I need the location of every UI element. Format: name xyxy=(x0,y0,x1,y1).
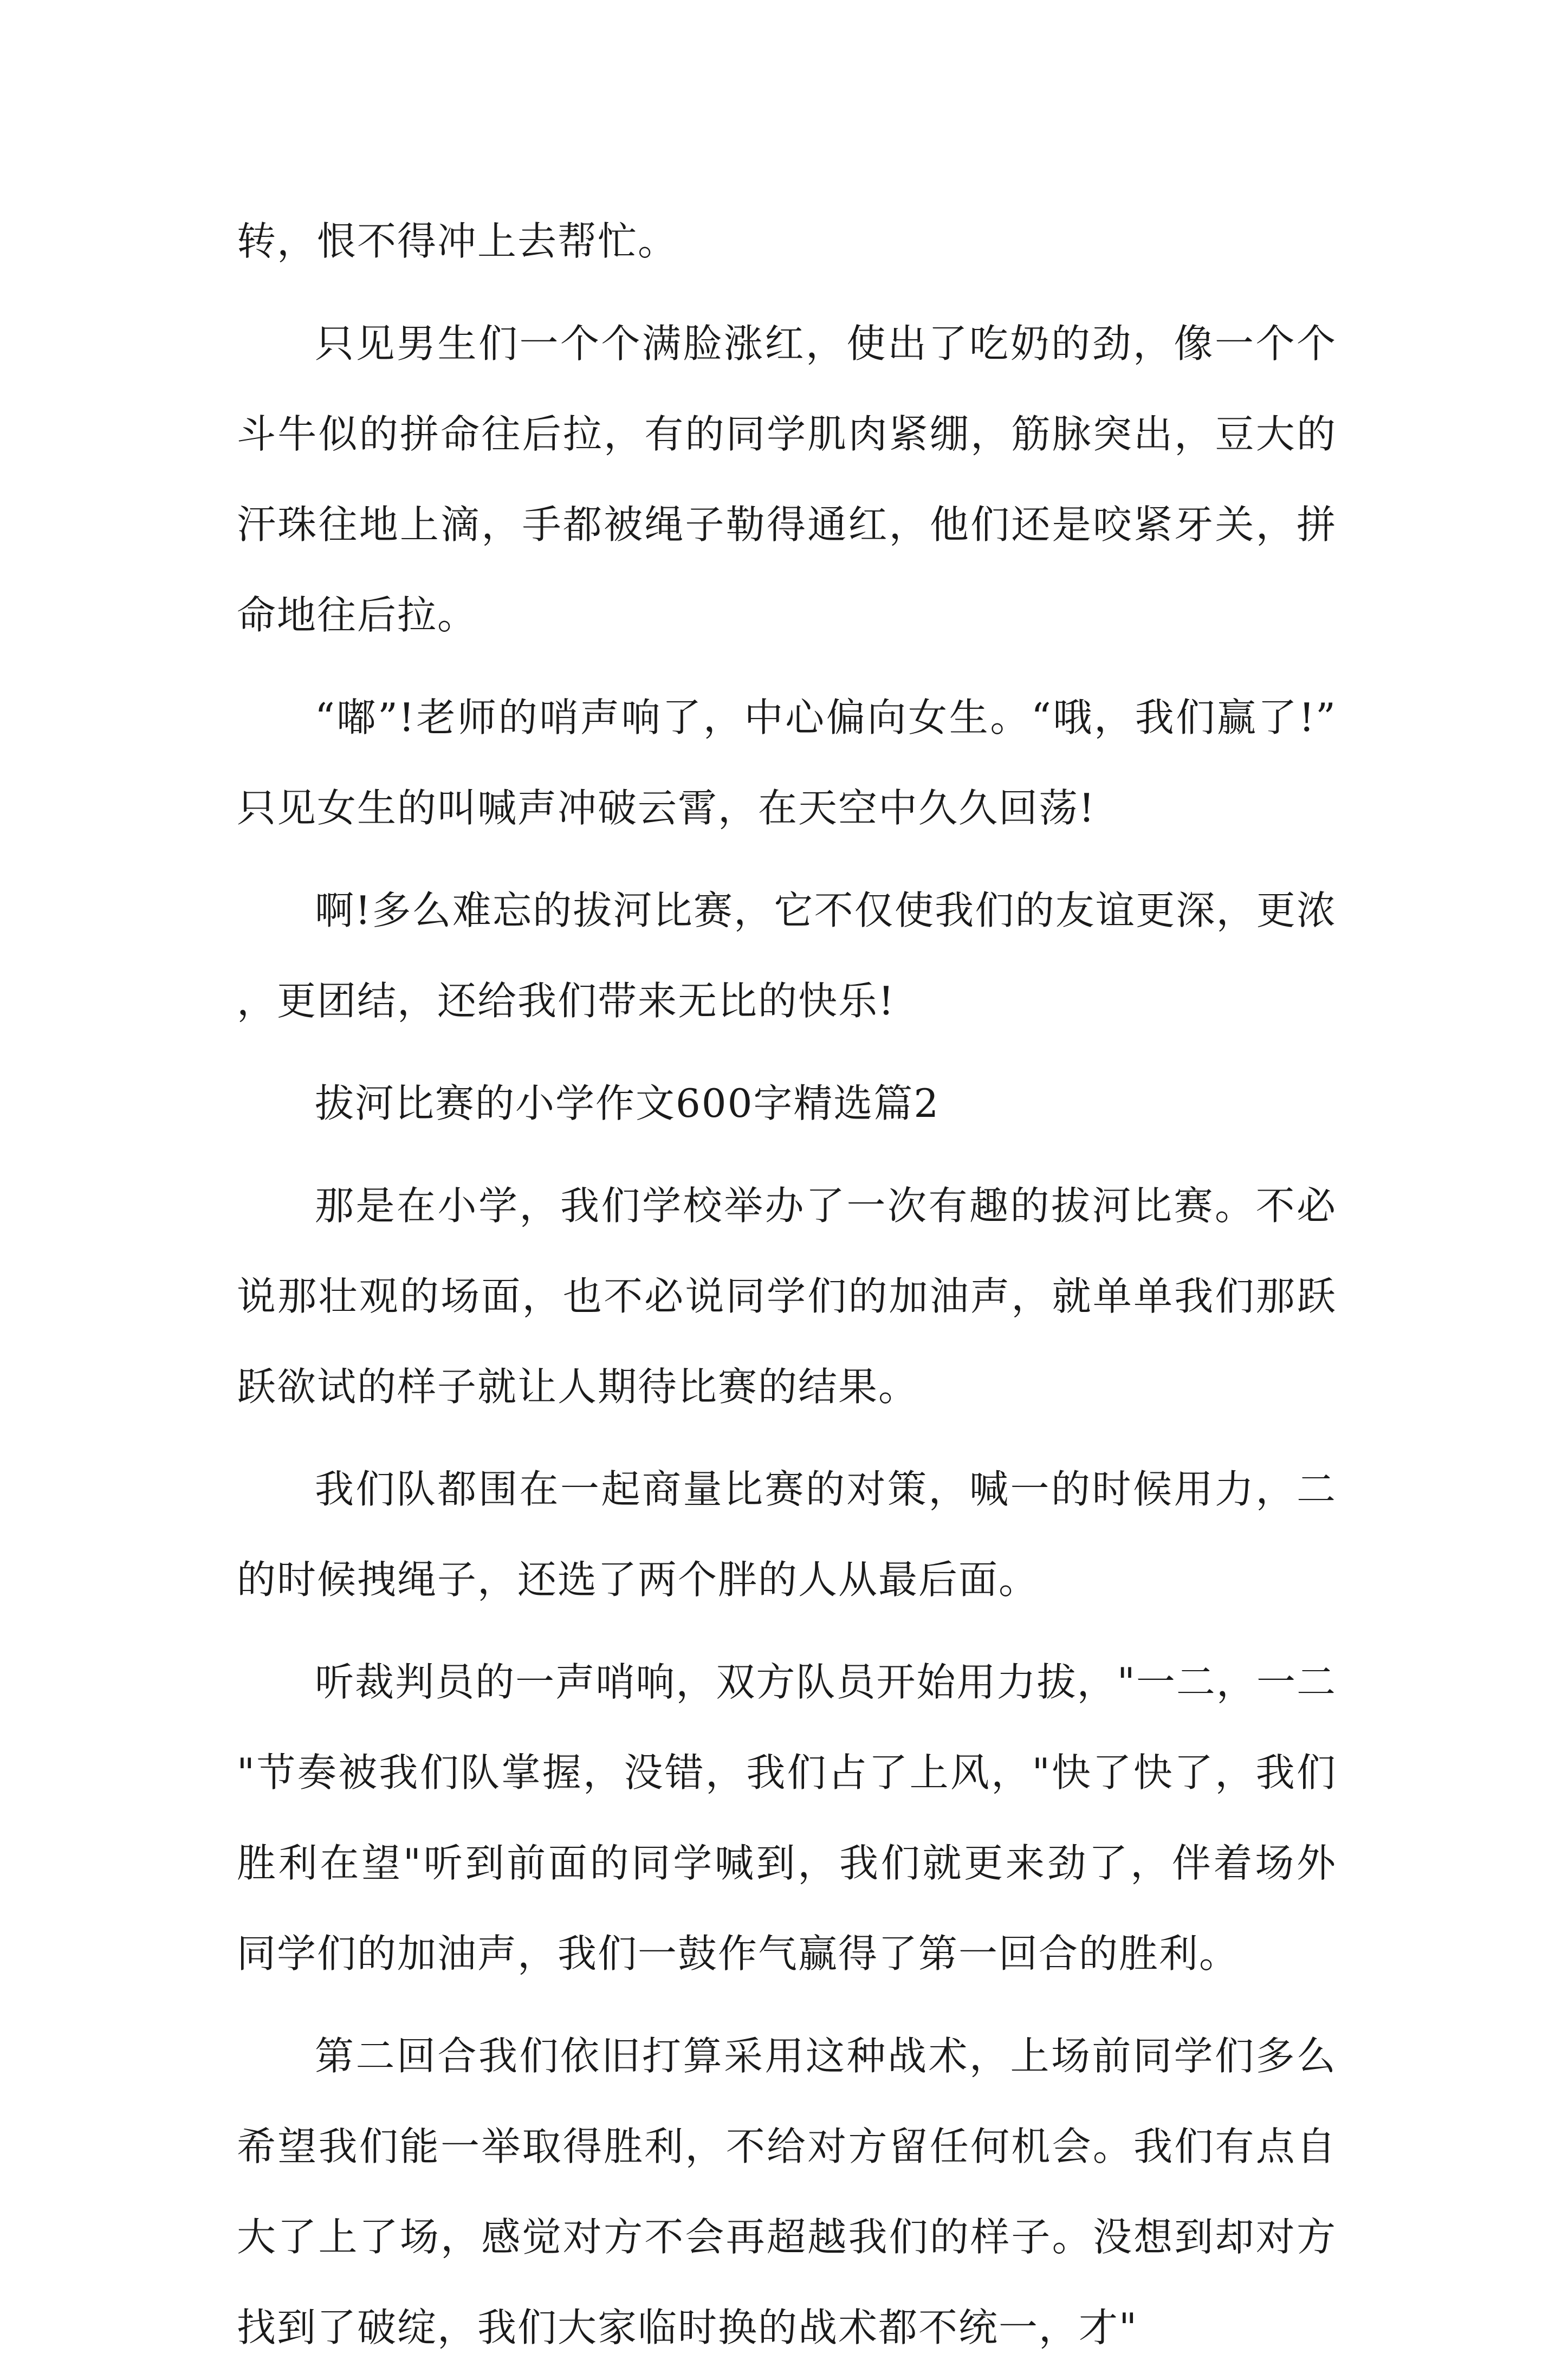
paragraph-continuation: 转，恨不得冲上去帮忙。 xyxy=(237,218,678,264)
paragraph-conclusion: 啊!多么难忘的拔河比赛，它不仅使我们的友谊更深，更浓，更团结，还给我们带来无比的快乐! xyxy=(237,888,1337,1024)
paragraph-boys-pulling: 只见男生们一个个满脸涨红，使出了吃奶的劲，像一个个斗牛似的拼命往后拉，有的同学肌肉紧绷，筋脉突出，豆大的汗珠往地上滴，手都被绳子勒得通红，他们还是咬紧牙关，拼命地往后拉。 xyxy=(237,321,1337,638)
paragraph-whistle: “嘟”!老师的哨声响了，中心偏向女生。“哦，我们赢了!”只见女生的叫喊声冲破云霄，在天空中久久回荡! xyxy=(237,695,1337,831)
paragraph-strategy: 我们队都围在一起商量比赛的对策，喊一的时候用力，二的时候拽绳子，还选了两个胖的人从最后面。 xyxy=(237,1466,1337,1602)
paragraph-first-round: 听裁判员的一声哨响，双方队员开始用力拔，"一二，一二"节奏被我们队掌握，没错，我们占了上风，"快了快了，我们胜利在望"听到前面的同学喊到，我们就更来劲了，伴着场外同学们的加油声，我们一鼓作气赢得了第一回合的胜利。 xyxy=(237,1659,1337,1976)
paragraph-second-round: 第二回合我们依旧打算采用这种战术，上场前同学们多么希望我们能一举取得胜利，不给对方留任何机会。我们有点自大了上了场，感觉对方不会再超越我们的样子。没想到却对方找到了破绽，我们大家临时换的战术都不统一，才" xyxy=(237,2033,1337,2350)
paragraph-intro: 那是在小学，我们学校举办了一次有趣的拔河比赛。不必说那壮观的场面，也不必说同学们的加油声，就单单我们那跃跃欲试的样子就让人期待比赛的结果。 xyxy=(237,1183,1337,1409)
essay-title: 拔河比赛的小学作文600字精选篇2 xyxy=(315,1081,940,1126)
document-body xyxy=(237,196,1337,2373)
